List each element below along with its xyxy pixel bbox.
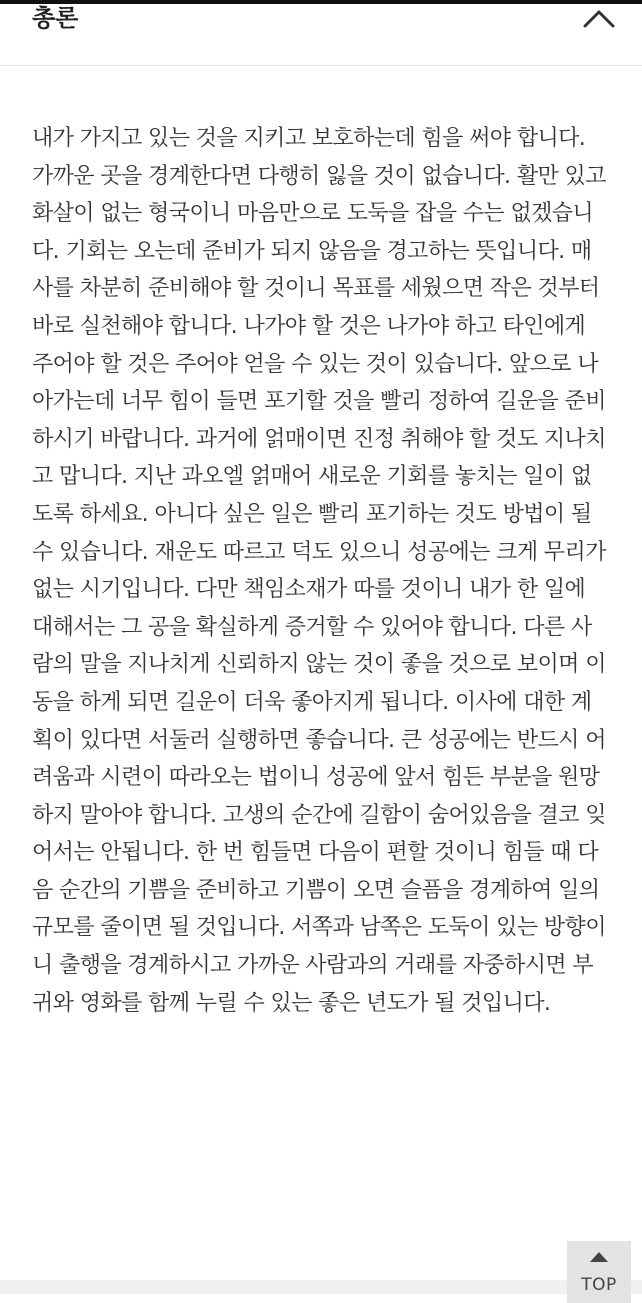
section-body (32, 120, 612, 1022)
section-title: 총론 (32, 4, 79, 32)
chevron-up-icon[interactable] (582, 6, 616, 30)
top-button-label: TOP (581, 1275, 617, 1295)
triangle-up-icon (590, 1252, 608, 1262)
fortune-text: 내가 가지고 있는 것을 지키고 보호하는데 힘을 써야 합니다. 가까운 곳을 경계한다면 다행히 잃을 것이 없습니다. 활만 있고 화살이 없는 형국이니 마음만으로 도둑을 잡을 수는 없겠습니다. 기회는 오는데 준비가 되지 않음을 경고하는 뜻입니다. 매사를 차분히 준비해야 할 것이니 목표를 세웠으면 작은 것부터 바로 실천해야 합니다. 나가야 할 것은 나가야 하고 타인에게 주어야 할 것은 주어야 얻을 수 있는 것이 있습니다. 앞으로 나아가는데 너무 힘이 들면 포기할 것을 빨리 정하여 길운을 준비하시기 바랍니다. 과거에 얽매이면 진정 취해야 할 것도 지나치고 맙니다. 지난 과오엘 얽매어 새로운 기회를 놓치는 일이 없도록 하세요. 아니다 싶은 일은 빨리 포기하는 것도 방법이 될 수 있습니다. 재운도 따르고 덕도 있으니 성공에는 크게 무리가 없는 시기입니다. 다만 책임소재가 따를 것이니 내가 한 일에 대해서는 그 공을 확실하게 증거할 수 있어야 합니다. 다른 사람의 말을 지나치게 신뢰하지 않는 것이 좋을 것으로 보이며 이동을 하게 되면 길운이 더욱 좋아지게 됩니다. 이사에 대한 계획이 있다면 서둘러 실행하면 좋습니다. 큰 성공에는 반드시 어려움과 시련이 따라오는 법이니 성공에 앞서 힘든 부분을 원망하지 말아야 합니다. 고생의 순간에 길함이 숨어있음을 결코 잊어서는 안됩니다. 한 번 힘들면 다음이 편할 것이니 힘들 때 다음 순간의 기쁨을 준비하고 기쁨이 오면 슬픔을 경계하여 일의 규모를 줄이면 될 것입니다. 서쪽과 남쪽은 도둑이 있는 방향이니 출행을 경계하시고 가까운 사람과의 거래를 자중하시면 부귀와 영화를 함께 누릴 수 있는 좋은 년도가 될 것입니다. (32, 126, 606, 1016)
footer-bar (0, 1280, 642, 1294)
section-header[interactable] (0, 4, 642, 66)
